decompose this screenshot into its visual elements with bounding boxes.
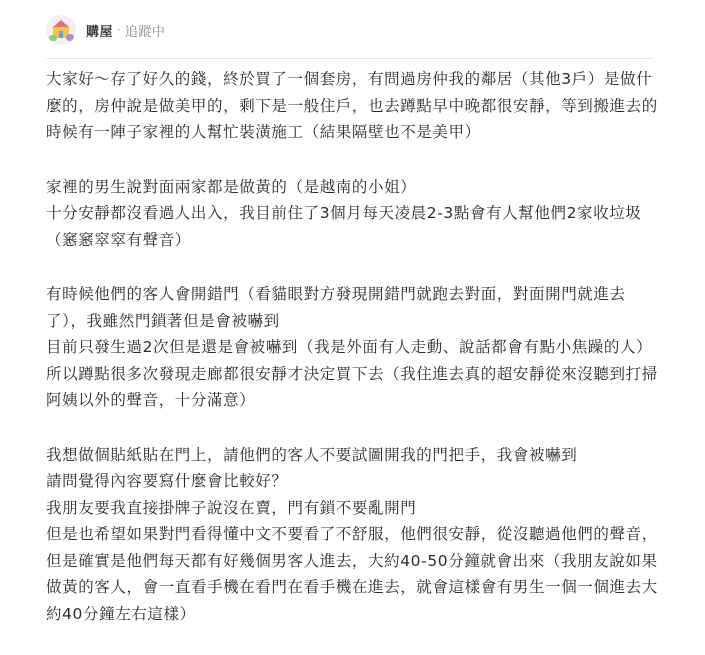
post-text-line: 我朋友要我直接掛牌子說沒在賣，門有鎖不要亂開門 bbox=[46, 498, 417, 517]
post-text-line: 但是也希望如果對門看得懂中文不要看了不舒服，他們很安靜，從沒聽過他們的聲音， bbox=[46, 525, 658, 543]
header-separator: · bbox=[117, 23, 121, 37]
forum-name-link[interactable]: 購屋 bbox=[86, 24, 114, 40]
header-divider bbox=[46, 58, 654, 59]
post-paragraph bbox=[46, 442, 666, 628]
post-text-line: （窸窸窣窣有聲音） bbox=[46, 230, 191, 249]
post-text-line: 目前只發生過2次但是還是會被嚇到（我是外面有人走動、說話都會有點小焦躁的人） bbox=[46, 338, 653, 356]
bush-shape bbox=[66, 34, 74, 41]
post-text-line: 請問覺得內容要寫什麼會比較好？ bbox=[46, 472, 288, 490]
post-text-line: 所以蹲點很多次發現走廊都很安靜才決定買下去（我住進去真的超安靜從來沒聽到打掃 bbox=[46, 364, 658, 383]
post-text-line: 了），我雖然門鎖著但是會被嚇到 bbox=[46, 311, 280, 330]
post-body bbox=[46, 66, 666, 655]
post-text-line: 大家好～存了好久的錢，終於買了一個套房，有問過房仲我的鄰居（其他3戶）是做什 bbox=[46, 70, 653, 88]
post-text-line: 家裡的男生說對面兩家都是做黃的（是越南的小姐） bbox=[46, 177, 417, 196]
post-paragraph bbox=[46, 281, 666, 414]
post-text-line: 我想做個貼紙貼在門上，請他們的客人不要試圖開我的門把手，我會被嚇到 bbox=[46, 445, 578, 464]
post-text-line: 麼的，房仲說是做美甲的，剩下是一般住戶，也去蹲點早中晚都很安靜，等到搬進去的 bbox=[46, 96, 658, 115]
post-text-line: 有時候他們的客人會開錯門（看貓眼對方發現開錯門就跑去對面，對面開門就進去 bbox=[46, 285, 626, 303]
post-text-line: 但是確實是他們每天都有好幾個男客人進去，大約40-50分鐘就會出來（我朋友說如果 bbox=[46, 551, 658, 570]
post-text-line: 時候有一陣子家裡的人幫忙裝潢施工（結果隔壁也不是美甲） bbox=[46, 123, 481, 141]
post-header bbox=[46, 14, 165, 46]
post-paragraph bbox=[46, 174, 666, 254]
post-text-line: 約40分鐘左右這樣） bbox=[46, 604, 196, 623]
post-text-line: 十分安靜都沒看過人出入，我目前住了3個月每天凌晨2-3點會有人幫他們2家收垃圾 bbox=[46, 204, 642, 222]
post-paragraph bbox=[46, 66, 666, 146]
post-text-line: 阿姨以外的聲音，十分滿意） bbox=[46, 391, 256, 409]
house-door-shape bbox=[59, 31, 63, 38]
follow-status-button[interactable]: 追蹤中 bbox=[124, 24, 166, 40]
forum-avatar[interactable] bbox=[46, 15, 76, 45]
post-text-line: 做黃的客人，會一直看手機在看門在看手機在進去，就會這樣會有男生一個一個進去大 bbox=[46, 578, 658, 596]
bush-shape bbox=[49, 35, 57, 41]
